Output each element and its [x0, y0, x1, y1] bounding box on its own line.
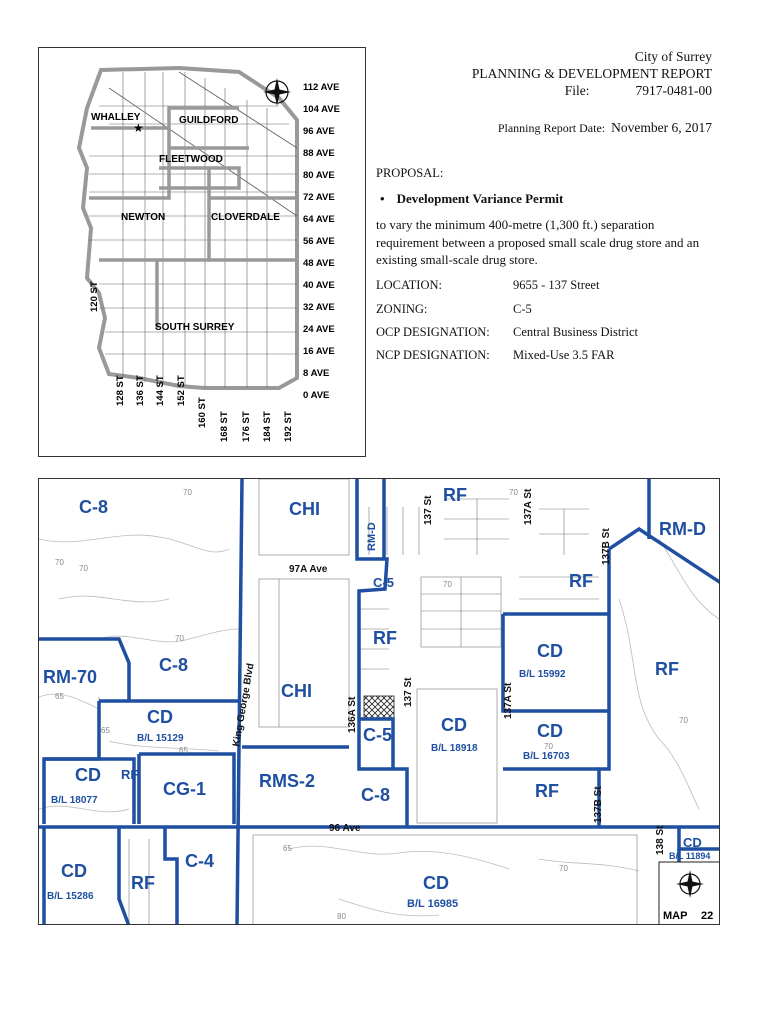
svg-text:137B St: 137B St — [593, 786, 604, 823]
zone-label: CD — [61, 861, 87, 881]
report-date-value: November 6, 2017 — [611, 120, 712, 135]
zone-label: B/L 18077 — [51, 795, 98, 806]
avenue-labels — [303, 82, 340, 401]
zone-label: CHI — [289, 499, 320, 519]
svg-text:138 St: 138 St — [655, 825, 666, 855]
svg-text:32 AVE: 32 AVE — [303, 302, 335, 313]
zone-label: RF — [131, 873, 155, 893]
svg-text:65: 65 — [179, 746, 188, 755]
zone-label: CD — [441, 715, 467, 735]
map-label: MAP — [663, 910, 688, 922]
svg-text:70: 70 — [55, 558, 64, 567]
field-label: NCP DESIGNATION: — [376, 348, 490, 362]
svg-text:8 AVE: 8 AVE — [303, 368, 330, 379]
svg-text:70: 70 — [183, 488, 192, 497]
zone-label: RM-70 — [43, 667, 98, 687]
svg-text:184 ST: 184 ST — [262, 411, 273, 442]
city-name: City of Surrey — [634, 49, 712, 64]
svg-text:48 AVE: 48 AVE — [303, 258, 335, 269]
zoning-map-svg — [39, 479, 720, 925]
svg-text:65: 65 — [55, 692, 64, 701]
proposal-bullet: • Development Variance Permit — [380, 191, 564, 206]
file-label: File: — [564, 83, 590, 98]
svg-text:56 AVE: 56 AVE — [303, 236, 335, 247]
key-map-svg — [39, 48, 367, 458]
svg-text:40 AVE: 40 AVE — [303, 280, 335, 291]
svg-text:72 AVE: 72 AVE — [303, 192, 335, 203]
subject-site — [364, 696, 394, 718]
area-label: FLEETWOOD — [159, 154, 223, 165]
report-title: PLANNING & DEVELOPMENT REPORT — [471, 66, 712, 81]
field-ocp — [376, 325, 638, 340]
svg-text:65: 65 — [101, 726, 110, 735]
zone-label: CD — [75, 765, 101, 785]
svg-text:65: 65 — [283, 844, 292, 853]
zone-label: B/L 15129 — [137, 733, 184, 744]
svg-text:137A St: 137A St — [523, 488, 534, 525]
field-zoning — [376, 302, 532, 317]
svg-text:70: 70 — [509, 488, 518, 497]
field-value: Central Business District — [513, 325, 638, 339]
zone-label: B/L 18918 — [431, 743, 478, 754]
zone-label: RF — [443, 485, 467, 505]
zone-label: C-8 — [159, 655, 189, 675]
field-value: 9655 - 137 Street — [513, 278, 600, 292]
zone-label: B/L 15992 — [519, 669, 566, 680]
zone-label: B/L 16703 — [523, 751, 570, 762]
zone-label: B/L 16985 — [407, 898, 459, 910]
svg-text:144 ST: 144 ST — [155, 375, 166, 406]
svg-text:137 St: 137 St — [423, 495, 434, 525]
proposal-bullet-text: Development Variance Permit — [396, 191, 564, 206]
svg-text:137A St: 137A St — [503, 682, 514, 719]
street-labels — [89, 281, 294, 442]
svg-text:136A St: 136A St — [347, 696, 358, 733]
zone-label: RF — [121, 767, 139, 782]
svg-text:137 St: 137 St — [403, 677, 414, 707]
svg-text:88 AVE: 88 AVE — [303, 148, 335, 159]
report-header — [472, 48, 712, 99]
zone-label: CD — [537, 721, 563, 741]
file-row — [472, 82, 712, 99]
field-location — [376, 278, 599, 293]
svg-text:104 AVE: 104 AVE — [303, 104, 340, 115]
zone-label: RF — [535, 781, 559, 801]
zone-label: CD — [147, 707, 173, 727]
zone-label: B/L 15286 — [47, 891, 94, 902]
road-labels — [231, 488, 666, 855]
zone-label: CD — [537, 641, 563, 661]
field-label: ZONING: — [376, 302, 428, 316]
zone-label: C-4 — [185, 851, 215, 871]
field-label: LOCATION: — [376, 278, 442, 292]
svg-text:64 AVE: 64 AVE — [303, 214, 335, 225]
zone-label: RM-D — [659, 519, 706, 539]
svg-text:70: 70 — [559, 864, 568, 873]
zone-label: C-8 — [361, 785, 391, 805]
svg-text:120 ST: 120 ST — [89, 281, 100, 312]
zone-label: B/L 11894 — [669, 851, 711, 861]
zoning-map — [38, 478, 720, 925]
area-label: SOUTH SURREY — [155, 322, 235, 333]
field-label: OCP DESIGNATION: — [376, 325, 490, 339]
zone-label: RM-D — [366, 522, 378, 551]
svg-text:168 ST: 168 ST — [219, 411, 230, 442]
field-ncp — [376, 348, 615, 363]
zone-label: C-5 — [373, 575, 394, 590]
svg-text:97A Ave: 97A Ave — [289, 564, 328, 575]
svg-text:70: 70 — [544, 742, 553, 751]
area-label: GUILDFORD — [179, 115, 239, 126]
svg-text:112 AVE: 112 AVE — [303, 82, 340, 93]
svg-text:70: 70 — [79, 564, 88, 573]
compass-icon — [263, 78, 291, 106]
key-map — [38, 47, 366, 457]
svg-text:176 ST: 176 ST — [241, 411, 252, 442]
field-value: Mixed-Use 3.5 FAR — [513, 348, 615, 362]
area-label: CLOVERDALE — [211, 212, 280, 223]
file-number: 7917-0481-00 — [635, 83, 712, 98]
zone-label: RF — [373, 628, 397, 648]
area-label: NEWTON — [121, 212, 166, 223]
zone-label: CD — [423, 873, 449, 893]
proposal-heading: PROPOSAL: — [376, 166, 444, 180]
field-value: C-5 — [513, 302, 532, 316]
svg-text:70: 70 — [175, 634, 184, 643]
zone-label: C-5 — [363, 725, 393, 745]
proposal-description: to vary the minimum 400-metre (1,300 ft.) separation requirement between a proposed small scale drug store and an existing small-scale drug store. — [376, 217, 700, 267]
svg-text:70: 70 — [679, 716, 688, 725]
svg-text:King George Blvd: King George Blvd — [231, 662, 257, 748]
svg-text:24 AVE: 24 AVE — [303, 324, 335, 335]
zone-label: CG-1 — [163, 779, 207, 799]
report-date — [498, 120, 712, 136]
svg-text:16 AVE: 16 AVE — [303, 346, 335, 357]
report-date-label: Planning Report Date: — [497, 121, 606, 135]
zone-label: RF — [569, 571, 593, 591]
svg-text:0 AVE: 0 AVE — [303, 390, 330, 401]
svg-text:70: 70 — [443, 580, 452, 589]
svg-text:160 ST: 160 ST — [197, 397, 208, 428]
svg-text:192 ST: 192 ST — [283, 411, 294, 442]
svg-text:80 AVE: 80 AVE — [303, 170, 335, 181]
zone-label: CD — [683, 835, 702, 850]
zone-label: CHI — [281, 681, 312, 701]
svg-text:137B St: 137B St — [601, 528, 612, 565]
svg-text:96 AVE: 96 AVE — [303, 126, 335, 137]
zone-label: RF — [655, 659, 679, 679]
svg-text:152 ST: 152 ST — [176, 375, 187, 406]
map-number: 22 — [701, 910, 714, 922]
area-label: WHALLEY — [91, 112, 141, 123]
svg-text:128 ST: 128 ST — [115, 375, 126, 406]
svg-text:136 ST: 136 ST — [135, 375, 146, 406]
whalley-star-icon: ★ — [133, 121, 144, 135]
svg-text:80: 80 — [337, 912, 346, 921]
zone-label: RMS-2 — [259, 771, 316, 791]
svg-text:96 Ave: 96 Ave — [329, 823, 361, 834]
zone-label: C-8 — [79, 497, 109, 517]
